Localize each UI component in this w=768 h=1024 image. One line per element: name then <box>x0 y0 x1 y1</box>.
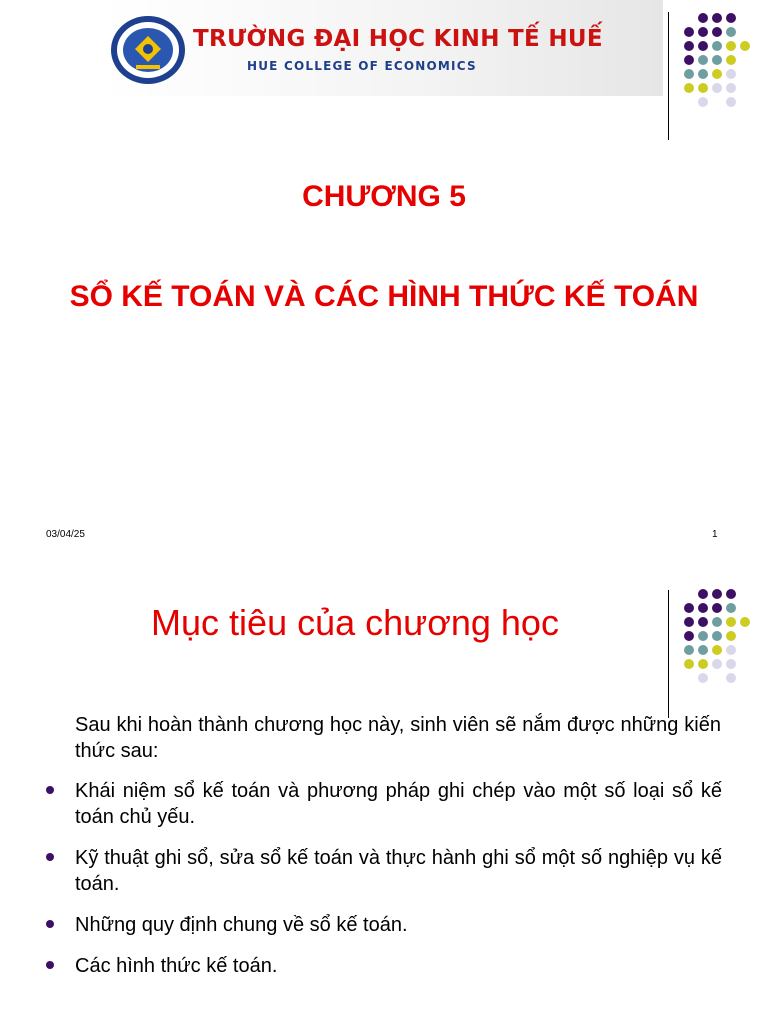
decorative-dot <box>726 673 736 683</box>
decorative-dot <box>684 27 694 37</box>
decorative-dot <box>726 69 736 79</box>
list-item-text: Khái niệm sổ kế toán và phương pháp ghi chép vào một số loại sổ kế toán chủ yếu. <box>75 780 722 828</box>
decorative-dot <box>698 27 708 37</box>
bullet-icon <box>46 786 54 794</box>
decorative-dot <box>684 69 694 79</box>
decorative-dot <box>684 659 694 669</box>
decorative-dot <box>726 659 736 669</box>
list-item-text: Các hình thức kế toán. <box>75 955 278 977</box>
decorative-dot <box>698 55 708 65</box>
chapter-title: SỔ KẾ TOÁN VÀ CÁC HÌNH THỨC KẾ TOÁN <box>69 280 699 313</box>
bullet-icon <box>46 961 54 969</box>
decorative-dot <box>712 55 722 65</box>
decorative-dot <box>712 645 722 655</box>
list-item <box>42 953 722 979</box>
decorative-vertical-line <box>668 12 669 140</box>
decorative-dot <box>698 673 708 683</box>
decorative-dot <box>726 41 736 51</box>
school-name-english: HUE COLLEGE OF ECONOMICS <box>247 59 477 73</box>
decorative-dot <box>726 13 736 23</box>
decorative-dot <box>726 27 736 37</box>
decorative-dot <box>712 603 722 613</box>
slide-page-number: 1 <box>712 529 718 540</box>
intro-paragraph: Sau khi hoàn thành chương học này, sinh viên sẽ nắm được những kiến thức sau: <box>75 714 721 762</box>
decorative-dot <box>726 83 736 93</box>
decorative-dot-grid <box>680 10 760 124</box>
decorative-dot <box>684 83 694 93</box>
decorative-dot <box>726 603 736 613</box>
decorative-dot <box>712 631 722 641</box>
slide-title: Mục tiêu của chương học <box>151 602 559 643</box>
decorative-dot <box>684 645 694 655</box>
objectives-list <box>42 778 722 994</box>
decorative-dot <box>726 645 736 655</box>
decorative-dot <box>726 631 736 641</box>
decorative-dot <box>698 645 708 655</box>
school-banner <box>101 0 663 96</box>
bullet-icon <box>46 853 54 861</box>
decorative-dot <box>698 41 708 51</box>
list-item <box>42 912 722 938</box>
decorative-dot <box>684 55 694 65</box>
decorative-dot <box>712 69 722 79</box>
decorative-dot <box>712 589 722 599</box>
decorative-dot <box>740 41 750 51</box>
list-item <box>42 845 722 897</box>
decorative-dot <box>698 97 708 107</box>
decorative-dot <box>698 13 708 23</box>
chapter-number: CHƯƠNG 5 <box>302 180 466 213</box>
decorative-dot <box>698 83 708 93</box>
decorative-dot <box>712 83 722 93</box>
decorative-dot <box>726 589 736 599</box>
decorative-dot <box>740 617 750 627</box>
decorative-dot <box>684 41 694 51</box>
decorative-dot <box>712 13 722 23</box>
decorative-dot <box>712 41 722 51</box>
list-item <box>42 778 722 830</box>
school-seal-logo <box>109 14 187 86</box>
decorative-dot <box>698 69 708 79</box>
decorative-dot <box>726 97 736 107</box>
bullet-icon <box>46 920 54 928</box>
decorative-dot <box>712 659 722 669</box>
slide-date: 03/04/25 <box>46 529 85 540</box>
list-item-text: Những quy định chung về sổ kế toán. <box>75 914 408 936</box>
decorative-dot <box>712 617 722 627</box>
objectives-slide <box>0 560 768 1024</box>
decorative-dot <box>698 589 708 599</box>
school-name-vietnamese: TRƯỜNG ĐẠI HỌC KINH TẾ HUẾ <box>193 26 603 52</box>
list-item-text: Kỹ thuật ghi sổ, sửa sổ kế toán và thực hành ghi sổ một số nghiệp vụ kế toán. <box>75 847 722 895</box>
decorative-dot <box>726 55 736 65</box>
decorative-dot <box>698 659 708 669</box>
decorative-dot <box>726 617 736 627</box>
decorative-dot <box>712 27 722 37</box>
